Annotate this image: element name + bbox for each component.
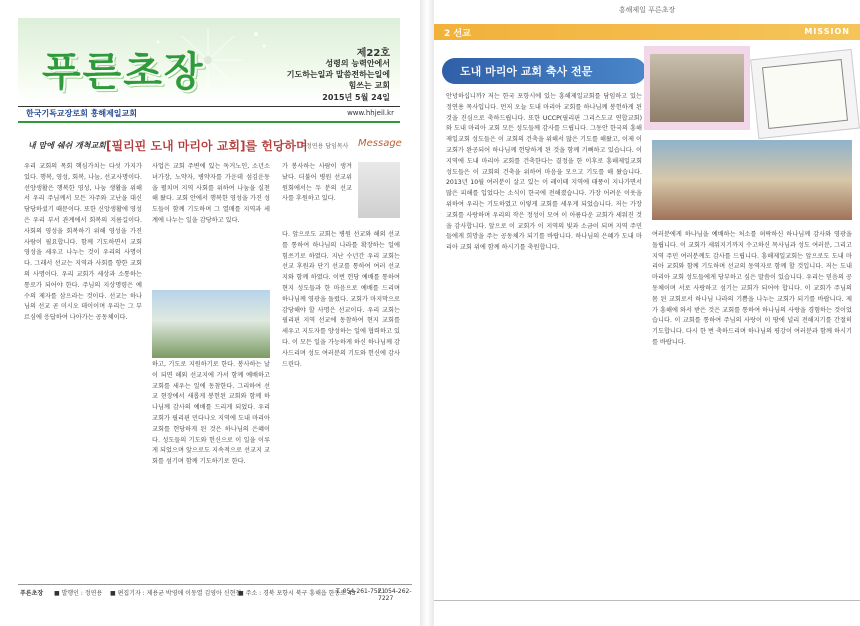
publisher-bar xyxy=(18,106,400,123)
article-column-1: 안녕하십니까? 저는 한국 포항시에 있는 흥해제일교회를 담임하고 있는 정연용 목사입니다. 먼저 오늘 도내 마리아 교회를 하나님께 봉헌하게 된 것을 진심으로 축하드립니다. 또한 UCCP(필리핀 그리스도교 연합교회)와 도내 마리아 교회 모든 성도들께 감사를 드립니다. 그동안 한국의 흥해제일교회 성도들은 이 교회의 건축을 위해서 많은 기도를 해왔고, 이제 이 교회가 완공되어 하나님께 헌당하게 된 것을 함께 기뻐하고 있습니다. 이 지역에 도내 마리아 교회를 건축한다는 결정을 한 이후로 흥해제일교회 성도들은 이 교회의 건축을 위하여 마음을 모으고 기도를 해 왔습니다. 2013년 10월 여러분이 살고 있는 이 레이테 지역에 태풍이 지나가면서 많은 피해를 입었다는 소식이 한국에 전해졌습니다. 가장 어려운 이웃을 위하여 우리는 기도하였고 이렇게 교회를 세우게 되었습니다. 저는 가장 교회를 사랑하며 우리의 작은 정성이 모여 이 아름다운 교회가 세워진 것을 감사합니다. 앞으로 이 교회가 이 지역의 빛과 소금이 되며 지역 주민들에게 희망을 주는 공동체가 되기를 바랍니다. 하나님의 은혜가 도내 마리아 교회 위에 함께 하시기를 축원합니다. xyxy=(446,93,642,252)
body-column-3: 다. 앞으로도 교회는 병원 선교와 해외 선교를 통하여 하나님의 나라를 확장하는 일에 힘쓰기로 하였다. 지난 수년간 우리 교회는 선교 후원과 단기 선교를 통하여 여러 선교지와 함께 하였다. 이번 헌당 예배를 통하여 현지 성도들과 한 마음으로 예배를 드리며 하나님께 영광을 돌렸다. 교회가 마지막으로 감당해야 할 사명은 선교이다. 우리 교회는 필리핀 지역 선교에 동참하여 현지 교회를 세우고 지도자를 양성하는 일에 협력하고 있다. 이 모든 일을 가능하게 하신 하나님께 감사드리며 성도 여러분의 기도와 헌신에 감사드린다. xyxy=(282,231,400,368)
issue-number: 제22호 xyxy=(356,48,390,59)
right-footer-rule xyxy=(434,600,860,613)
section-bar xyxy=(434,24,860,40)
footer-address: ■ 주소 : 경북 포항시 북구 흥해읍 한동로 43 xyxy=(238,590,356,597)
body-column-1: 우리 교회의 목회 핵심가치는 다섯 가지가 있다. 행복, 영성, 회복, 나눔, 선교사명이다. 선양생활은 행복한 영성, 나눔 생활을 위해서 우리 주님께서 모든 자주와 고난을 대신 담당하셨기 때문이다. 또한 신앙생활에 영성은 우리 부서 관계에서 회복의 지름길이다. 사회의 영성을 회복하기 위해 영성을 가진 사람이 필요합니다. 함께 기도하면서 교회 영성을 세우고 나누는 것이 우리의 사명이다. 그래서 선교는 지역과 사회를 향한 교회의 사명이다. 우리 교회가 세상과 소통하는 통로가 되어야 한다. 주님의 지상명령은 예수의 제자를 삼으라는 것이다. 선교는 하나님의 선교 곧 미시오 데이이며 우리는 그 부르심에 응답하여 나아가는 공동체이다. xyxy=(24,163,142,322)
body-column-2: 사업은 교회 주변에 있는 독거노인, 소년소녀가장, 노약자, 병약자를 가운데 섬김운동을 펼치며 지역 사회를 위하여 나눔을 실천해 왔다. 교회 안에서 행복한 영성을 가진 성도들이 함께 기도하며 그 열매를 지역과 세계에 나누는 일을 감당하고 있다. xyxy=(152,163,270,224)
footer-editor: ■ 편집기자 : 제용균 박영애 이동열 김영아 신현철 xyxy=(110,590,242,597)
dedication-group-photo xyxy=(644,46,750,130)
footer-phone: T. 054-261-7521 xyxy=(336,588,386,595)
church-building-photo xyxy=(152,290,270,358)
article-title-pill xyxy=(442,58,646,84)
article-title: 도내 마리아 교회 축사 전문 xyxy=(460,65,593,78)
right-top-label: 흥해제일 푸른초장 xyxy=(618,6,676,14)
message-headline: [필리핀 도내 마리아 교회]를 헌당하며 xyxy=(106,139,308,153)
issue-date: 2015년 5월 24일 xyxy=(322,93,390,102)
footer-publisher: ■ 발행인 : 정연용 xyxy=(54,590,103,597)
church-url: www.hhjeil.kr xyxy=(347,109,394,117)
message-author: 정연용 담임목사 xyxy=(306,143,349,150)
publisher-name: 한국기독교장로회 흥해제일교회 xyxy=(26,109,137,118)
footer-org: 푸른초장 xyxy=(20,590,44,597)
article-column-2: 여러분에게 하나님을 예배하는 처소를 허락하신 하나님께 감사와 영광을 돌립니다. 이 교회가 세워지기까지 수고하신 목사님과 성도 여러분, 그리고 지역 주민 여러분께도 감사를 드립니다. 흥해제일교회는 앞으로도 도내 마리아 교회와 함께 기도하며 선교의 동역자로 함께 할 것입니다. 저는 도내 마리아 교회 성도들에게 당부하고 싶은 말씀이 있습니다. 우리는 믿음의 공동체이며 서로 사랑하고 섬기는 교회가 되어야 합니다. 이 교회가 주님의 몸 된 교회로서 하나님 나라의 기쁨을 나누는 교회가 되기를 바랍니다. 제가 흥해에 와서 받은 것은 교회를 통하여 하나님의 사랑을 경험하는 것이었습니다. 이 교회를 통하여 주님의 사랑이 이 땅에 널리 전해지기를 간절히 기도합니다. 다시 한 번 축하드리며 하나님의 평강이 여러분과 함께 하시기를 바랍니다. xyxy=(652,231,852,346)
message-header xyxy=(18,134,400,156)
pastor-portrait-photo xyxy=(358,162,400,218)
congregation-photo xyxy=(652,140,852,220)
section-tag: MISSION xyxy=(804,27,850,36)
right-page xyxy=(434,0,860,626)
left-page xyxy=(0,0,420,626)
footer-fax: F. 054-262-7227 xyxy=(378,588,412,602)
page-gutter xyxy=(420,0,434,626)
masthead xyxy=(18,18,400,102)
message-kicker: 내 맘에 쉐쉬 개척교회 xyxy=(28,141,106,150)
message-tag: Message xyxy=(358,138,402,149)
church-motto: 성령의 능력안에서 기도하는일과 말씀전하는일에 힘쓰는 교회 xyxy=(286,59,390,90)
body-column-3-top: 가 봉사하는 사람이 생겨났다. 더불어 병원 선교위원회에서는 두 분의 선교사를 후원하고 있다. xyxy=(282,163,352,203)
newsletter-logo: 푸른초장 xyxy=(42,49,205,95)
section-heading: 2 선교 xyxy=(444,29,471,39)
left-footer xyxy=(18,584,412,602)
dedication-certificate-photo xyxy=(750,49,860,139)
body-column-2-lower: 하고, 기도로 지원하기로 한다. 봉사하는 날이 되면 해외 선교지에 가서 함께 예배하고 교회를 세우는 일에 동참한다. 그리하여 선교 현장에서 새롭게 봉헌된 교회와 함께 하나님께 감사의 예배를 드리게 되었다. 우리 교회가 필리핀 민다나오 지역에 도내 마리아 교회를 헌당하게 된 것은 하나님의 은혜이다. 성도들의 기도와 헌신으로 이 일을 이루게 되었으며 앞으로도 지속적으로 선교지 교회를 섬기며 함께 기도하기로 한다. xyxy=(152,361,270,466)
